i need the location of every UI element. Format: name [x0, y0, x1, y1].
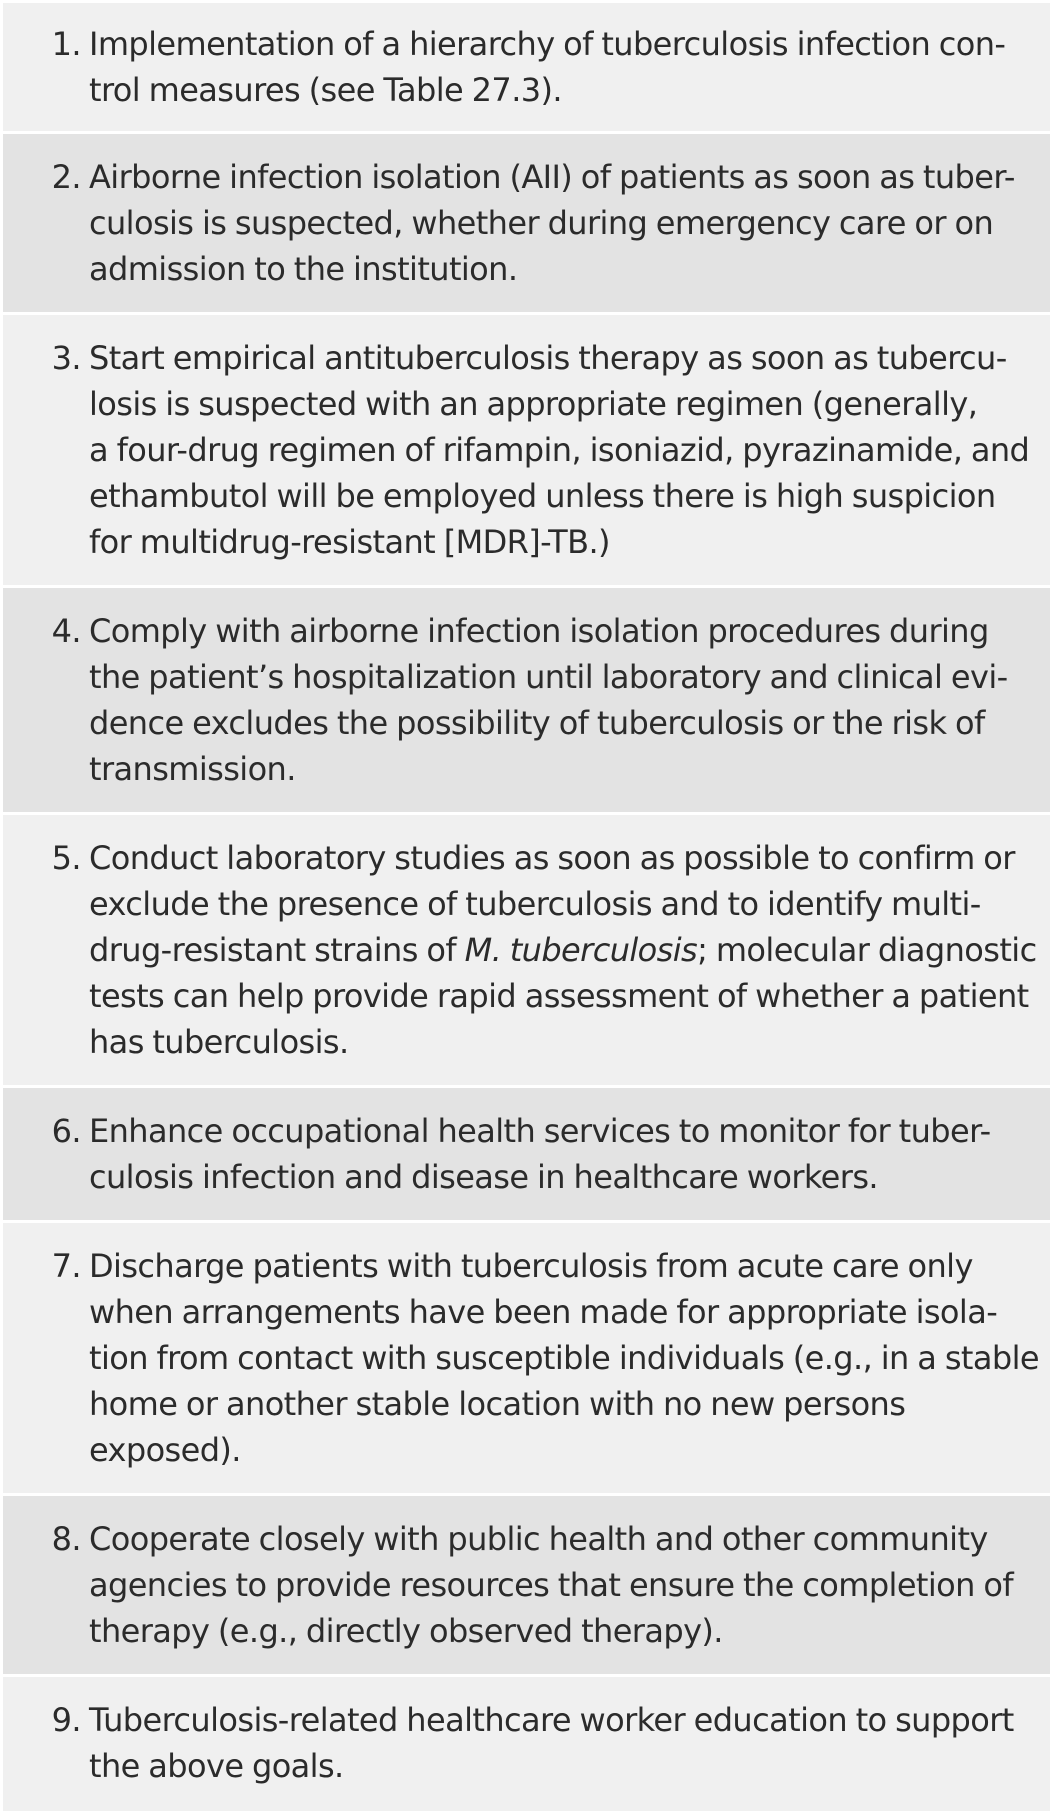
item-line: Start empirical antituberculosis therapy as soon as tubercu-: [89, 339, 1007, 377]
item-line: losis is suspected with an appropriate regimen (generally,: [89, 385, 978, 423]
item-line: when arrangements have been made for appropriate isola-: [89, 1293, 998, 1331]
item-text: [89, 1243, 1055, 1473]
list-item: [3, 315, 1050, 585]
item-line: culosis infection and disease in healthcare workers.: [89, 1158, 878, 1196]
item-line-segment: drug-resistant strains of: [89, 931, 465, 969]
item-line: a four-drug regimen of rifampin, isoniazid, pyrazinamide, and: [89, 431, 1030, 469]
item-text: [89, 154, 1050, 292]
item-line: Comply with airborne infection isolation procedures during: [89, 612, 989, 650]
item-text: [89, 21, 1050, 113]
item-line: admission to the institution.: [89, 250, 518, 288]
item-line: therapy (e.g., directly observed therapy).: [89, 1612, 723, 1650]
item-line: Cooperate closely with public health and other community: [89, 1520, 988, 1558]
item-line: Enhance occupational health services to monitor for tuber-: [89, 1112, 991, 1150]
item-text: [89, 1108, 1050, 1200]
item-line: [89, 927, 1037, 973]
item-line: Airborne infection isolation (AII) of patients as soon as tuber-: [89, 158, 1015, 196]
item-line: Tuberculosis-related healthcare worker education to support: [89, 1701, 1014, 1739]
item-text: [89, 335, 1055, 565]
item-line-segment: ; molecular diagnostic: [697, 931, 1037, 969]
item-text: [89, 1697, 1050, 1789]
list-item: [3, 588, 1050, 812]
item-line: for multidrug-resistant [MDR]-TB.): [89, 523, 610, 561]
list-item: [3, 134, 1050, 312]
list-item: [3, 3, 1050, 131]
item-line: Implementation of a hierarchy of tuberculosis infection con-: [89, 25, 1006, 63]
item-number: 4.: [51, 612, 81, 650]
item-number: 1.: [51, 25, 81, 63]
item-line: tion from contact with susceptible individuals (e.g., in a stable: [89, 1339, 1039, 1377]
item-line: dence excludes the possibility of tuberculosis or the risk of: [89, 704, 985, 742]
item-number: 9.: [51, 1701, 81, 1739]
recommendations-list: [3, 3, 1050, 1811]
item-line: transmission.: [89, 750, 296, 788]
item-line: the above goals.: [89, 1747, 344, 1785]
item-number: 8.: [51, 1520, 81, 1558]
item-line: has tuberculosis.: [89, 1023, 349, 1061]
item-number: 3.: [51, 339, 81, 377]
list-item: [3, 1088, 1050, 1220]
item-line: Conduct laboratory studies as soon as possible to confirm or: [89, 839, 1015, 877]
item-text: [89, 608, 1050, 792]
list-item: [3, 1677, 1050, 1811]
item-line: trol measures (see Table 27.3).: [89, 71, 562, 109]
item-line: culosis is suspected, whether during emergency care or on: [89, 204, 994, 242]
item-line: home or another stable location with no new persons: [89, 1385, 906, 1423]
item-text: [89, 835, 1055, 1065]
item-number: 5.: [51, 839, 81, 877]
item-number: 2.: [51, 158, 81, 196]
item-line: agencies to provide resources that ensure the completion of: [89, 1566, 1014, 1604]
item-line: tests can help provide rapid assessment of whether a patient: [89, 977, 1029, 1015]
list-item: [3, 1223, 1050, 1493]
item-text: [89, 1516, 1050, 1654]
item-number: 7.: [51, 1247, 81, 1285]
item-number: 6.: [51, 1112, 81, 1150]
item-line: ethambutol will be employed unless there is high suspicion: [89, 477, 996, 515]
item-line: the patient’s hospitalization until laboratory and clinical evi-: [89, 658, 1008, 696]
item-line: exposed).: [89, 1431, 241, 1469]
item-line: Discharge patients with tuberculosis from acute care only: [89, 1247, 973, 1285]
organism-name: M. tuberculosis: [464, 931, 698, 969]
item-line: exclude the presence of tuberculosis and to identify multi-: [89, 885, 981, 923]
list-item: [3, 1496, 1050, 1674]
list-item: [3, 815, 1050, 1085]
